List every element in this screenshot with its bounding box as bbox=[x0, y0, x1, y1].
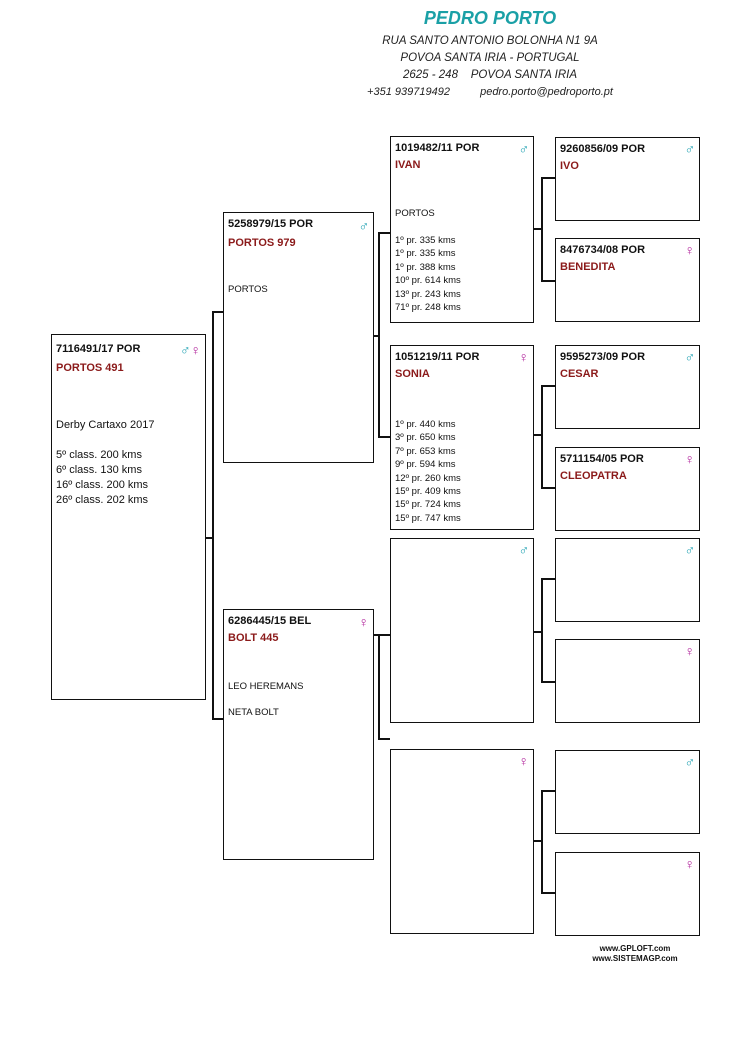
great-grandsire-ring-number: 9260856/09 POR bbox=[560, 143, 646, 155]
subject-ring-number: 7116491/17 POR bbox=[56, 343, 141, 355]
connector-line bbox=[541, 892, 555, 894]
great-granddam-card[interactable] bbox=[555, 238, 700, 322]
result-item: 26º class. 202 kms bbox=[56, 494, 149, 506]
grandsire-results bbox=[395, 234, 461, 314]
male-symbol-icon: ♂ bbox=[684, 349, 695, 365]
great-granddam-name: CLEOPATRA bbox=[560, 470, 627, 482]
male-symbol-icon: ♂ bbox=[518, 542, 529, 558]
great-grandsire-ring-number: 9595273/09 POR bbox=[560, 351, 646, 363]
result-item: 1º pr. 440 kms bbox=[395, 419, 456, 430]
connector-line bbox=[378, 436, 390, 438]
grandsire-ring-number: 1019482/11 POR bbox=[395, 142, 480, 154]
female-symbol-icon: ♀ bbox=[684, 242, 695, 258]
granddam-results bbox=[395, 418, 461, 525]
connector-line bbox=[541, 790, 555, 792]
dam-ring-number: 6286445/15 BEL bbox=[228, 615, 312, 627]
sire-ring-number: 5258979/15 POR bbox=[228, 218, 314, 230]
connector-line bbox=[541, 177, 555, 179]
connector-line bbox=[541, 385, 543, 488]
dam-note: NETA BOLT bbox=[228, 707, 279, 718]
dam-name: BOLT 445 bbox=[228, 632, 279, 644]
result-item: 6º class. 130 kms bbox=[56, 464, 142, 476]
result-item: 1º pr. 335 kms bbox=[395, 235, 456, 246]
connector-line bbox=[541, 280, 555, 282]
breeder-name: PEDRO PORTO bbox=[423, 8, 557, 28]
breeder-header bbox=[340, 8, 640, 100]
dam-note: LEO HEREMANS bbox=[228, 681, 304, 692]
result-item: 12º pr. 260 kms bbox=[395, 472, 461, 484]
connector-line bbox=[212, 311, 214, 719]
male-symbol-icon: ♂ bbox=[684, 754, 695, 770]
empty-great-granddam-card[interactable] bbox=[555, 639, 700, 723]
result-item: 15º pr. 409 kms bbox=[395, 486, 461, 498]
result-item: 15º pr. 747 kms bbox=[395, 512, 461, 524]
connector-line bbox=[541, 487, 555, 489]
empty-great-grandsire-card[interactable] bbox=[555, 538, 700, 622]
connector-line bbox=[378, 634, 380, 739]
great-granddam-card[interactable] bbox=[555, 447, 700, 531]
result-item: 16º class. 200 kms bbox=[56, 479, 149, 491]
empty-great-grandsire-card[interactable] bbox=[555, 750, 700, 834]
connector-line bbox=[541, 681, 555, 683]
connector-line bbox=[378, 232, 380, 437]
connector-line bbox=[541, 177, 543, 281]
connector-line bbox=[541, 578, 543, 682]
result-item: 7º pr. 653 kms bbox=[395, 445, 456, 457]
empty-grandsire-card[interactable] bbox=[390, 538, 534, 723]
connector-line bbox=[541, 578, 555, 580]
female-symbol-icon: ♀ bbox=[518, 349, 529, 365]
female-symbol-icon: ♀ bbox=[190, 342, 201, 358]
female-symbol-icon: ♀ bbox=[518, 753, 529, 769]
great-grandsire-card[interactable] bbox=[555, 345, 700, 429]
granddam-card[interactable] bbox=[390, 345, 534, 530]
female-symbol-icon: ♀ bbox=[684, 856, 695, 872]
great-grandsire-card[interactable] bbox=[555, 137, 700, 221]
connector-line bbox=[378, 634, 390, 636]
great-granddam-name: BENEDITA bbox=[560, 261, 616, 273]
female-symbol-icon: ♀ bbox=[684, 451, 695, 467]
subject-results bbox=[56, 448, 148, 508]
result-item: 13º pr. 243 kms bbox=[395, 288, 461, 300]
email-address: pedro.porto@pedroporto.pt bbox=[480, 86, 613, 98]
granddam-ring-number: 1051219/11 POR bbox=[395, 351, 480, 363]
contact-line bbox=[340, 84, 640, 100]
male-symbol-icon: ♂ bbox=[180, 342, 191, 358]
connector-line bbox=[378, 232, 390, 234]
address-line-1: RUA SANTO ANTONIO BOLONHA N1 9A bbox=[382, 35, 598, 47]
female-symbol-icon: ♀ bbox=[358, 614, 369, 630]
granddam-name: SONIA bbox=[395, 368, 430, 380]
address-line-2: POVOA SANTA IRIA - PORTUGAL bbox=[400, 52, 580, 64]
result-item: 10º pr. 614 kms bbox=[395, 275, 461, 287]
result-item: 1º pr. 388 kms bbox=[395, 261, 456, 273]
male-symbol-icon: ♂ bbox=[684, 542, 695, 558]
subject-name: PORTOS 491 bbox=[56, 362, 124, 374]
result-item: 5º class. 200 kms bbox=[56, 449, 142, 461]
great-grandsire-name: IVO bbox=[560, 160, 579, 172]
footer-link-gploft[interactable]: www.GPLOFT.com bbox=[599, 944, 671, 953]
grandsire-note: PORTOS bbox=[395, 208, 435, 219]
footer bbox=[560, 944, 710, 964]
result-item: 3º pr. 650 kms bbox=[395, 432, 456, 444]
female-symbol-icon: ♀ bbox=[684, 643, 695, 659]
sire-note: PORTOS bbox=[228, 284, 268, 295]
address-line-3: 2625 - 248 POVOA SANTA IRIA bbox=[402, 69, 578, 81]
grandsire-card[interactable] bbox=[390, 136, 534, 323]
grandsire-name: IVAN bbox=[395, 159, 421, 171]
connector-line bbox=[541, 385, 555, 387]
empty-granddam-card[interactable] bbox=[390, 749, 534, 934]
empty-great-granddam-card[interactable] bbox=[555, 852, 700, 936]
connector-line bbox=[378, 738, 390, 740]
sire-name: PORTOS 979 bbox=[228, 237, 296, 249]
sex-symbols bbox=[180, 343, 201, 357]
connector-line bbox=[541, 790, 543, 893]
sire-card[interactable] bbox=[223, 212, 374, 463]
result-item: 9º pr. 594 kms bbox=[395, 459, 456, 471]
dam-card[interactable] bbox=[223, 609, 374, 860]
footer-link-sistemagp[interactable]: www.SISTEMAGP.com bbox=[592, 954, 678, 963]
great-grandsire-name: CESAR bbox=[560, 368, 599, 380]
great-granddam-ring-number: 5711154/05 POR bbox=[560, 453, 644, 465]
male-symbol-icon: ♂ bbox=[358, 218, 369, 234]
male-symbol-icon: ♂ bbox=[684, 141, 695, 157]
male-symbol-icon: ♂ bbox=[518, 141, 529, 157]
subject-title: Derby Cartaxo 2017 bbox=[56, 419, 155, 431]
result-item: 15º pr. 724 kms bbox=[395, 499, 461, 511]
great-granddam-ring-number: 8476734/08 POR bbox=[560, 244, 646, 256]
result-item: 1º pr. 335 kms bbox=[395, 248, 456, 260]
subject-card[interactable] bbox=[51, 334, 206, 700]
result-item: 71º pr. 248 kms bbox=[395, 302, 461, 314]
phone-number: +351 939719492 bbox=[367, 86, 450, 98]
